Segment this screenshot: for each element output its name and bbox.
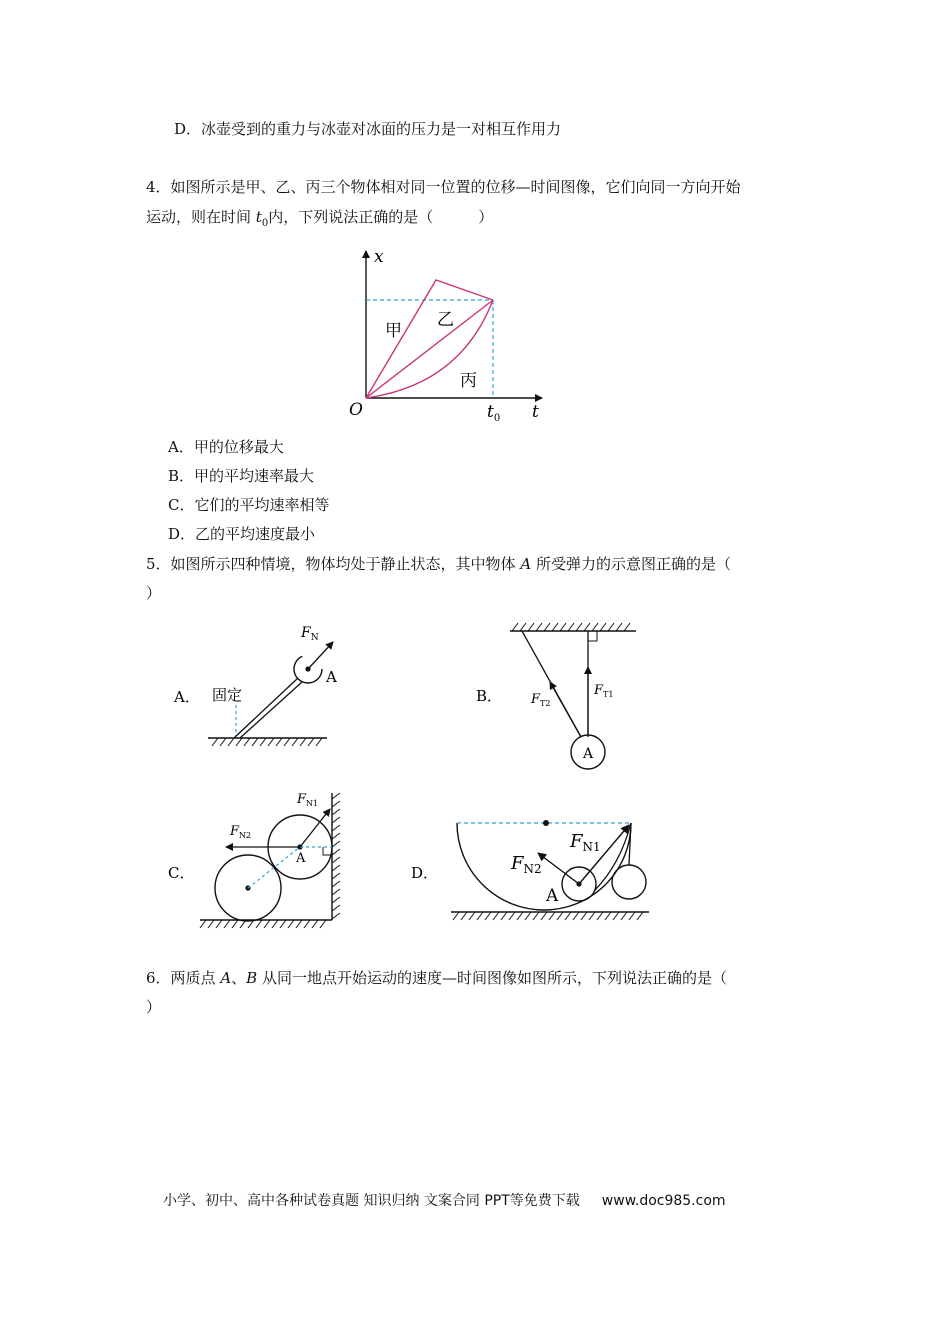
q4-stem-text: 运动，则在时间 <box>146 208 256 226</box>
q5d-option-label: D． <box>411 864 439 882</box>
q4-stem-line2 <box>146 206 493 235</box>
q5c-object-label: A <box>296 851 306 866</box>
q5-var-a: A <box>520 555 532 573</box>
q5b-force-t2-sub: T2 <box>540 699 551 708</box>
q4-xt-graph <box>340 245 560 430</box>
q5a-ground-hatch <box>212 738 322 746</box>
q5a-fixed-label: 固定 <box>212 686 243 704</box>
q4-axis-t-label: t <box>532 402 539 422</box>
q4-t0-label <box>487 402 500 424</box>
q5b-ceiling-hatch <box>512 623 630 631</box>
q5d-object-label: A <box>546 886 559 906</box>
q4-t-var: t <box>255 208 262 226</box>
q4-option-a[interactable]: A．甲的位移最大 <box>168 438 284 456</box>
footer-site-link[interactable]: www.doc985.com <box>601 1193 726 1209</box>
q5c-force-n2-sub: N2 <box>239 831 252 840</box>
q5a-force-label <box>300 625 319 643</box>
q4-t0-main: t <box>487 402 494 422</box>
q5d-force-n1-label <box>569 831 601 854</box>
q5d-force-n2-sub: N2 <box>523 862 542 876</box>
q4-label-jia: 甲 <box>385 321 402 341</box>
q5d-ball-hanging <box>612 865 646 899</box>
q4-option-b[interactable]: B．甲的平均速率最大 <box>168 467 315 485</box>
q5-figure-a <box>170 615 340 755</box>
q4-origin-label: O <box>349 400 363 420</box>
q6-stem-line1 <box>146 967 727 989</box>
q4-option-d[interactable]: D．乙的平均速度最小 <box>168 525 316 543</box>
q5c-force-n1-sub: N1 <box>306 799 319 808</box>
q6-var-b: B <box>246 969 258 987</box>
q6-separator: 、 <box>231 969 247 987</box>
q5-stem-text-after: 所受弹力的示意图正确的是（ <box>531 555 731 573</box>
q4-axis-x-label: x <box>374 247 384 267</box>
q5c-force-n2-main: F <box>230 824 240 839</box>
q5-stem-line1 <box>146 553 731 575</box>
q5a-option-label: A． <box>174 688 200 706</box>
q5d-force-n1 <box>579 825 629 884</box>
q5a-rod-1 <box>234 678 298 738</box>
q5b-force-t1-label <box>593 683 613 699</box>
q5d-bowl <box>457 823 631 910</box>
q5-figure-b <box>470 615 645 780</box>
q5a-force-arrow <box>308 642 333 669</box>
q5c-force-n2-label <box>229 824 251 840</box>
q5-stem-line2: ） <box>146 584 162 602</box>
q5-figure-d <box>405 805 660 935</box>
q5a-force-sub: N <box>310 633 319 643</box>
q5d-force-n2-label <box>510 853 542 876</box>
q5-stem-text: 5．如图所示四种情境，物体均处于静止状态，其中物体 <box>146 555 521 573</box>
q5a-rod-2 <box>240 682 302 738</box>
q5b-force-t2-main: F <box>531 692 541 707</box>
q5d-force-n1-sub: N1 <box>582 840 601 854</box>
q5d-bowl-center <box>543 820 549 826</box>
q6-var-a: A <box>220 969 232 987</box>
q5a-object-label: A <box>326 668 337 686</box>
q6-stem-text-after: 从同一地点开始运动的速度—时间图像如图所示，下列说法正确的是（ <box>257 969 727 987</box>
q5a-force-main: F <box>301 625 311 641</box>
q5b-right-angle <box>588 631 597 641</box>
q5d-force-n1-main: F <box>570 831 583 852</box>
q5c-option-label: C． <box>168 864 195 882</box>
q5d-force-n2-main: F <box>511 853 524 874</box>
q4-t-sub: 0 <box>261 218 269 229</box>
q5c-wall-hatch <box>332 793 340 919</box>
q5b-force-t1-main: F <box>594 683 604 698</box>
q5c-floor-hatch <box>200 920 326 928</box>
q4-option-c[interactable]: C．它们的平均速率相等 <box>168 496 330 514</box>
q5c-force-n1-main: F <box>297 792 307 807</box>
q5b-object-label: A <box>583 746 594 762</box>
q5b-force-t2 <box>550 682 581 737</box>
q5d-floor-hatch <box>453 912 643 920</box>
q5c-force-n1-label <box>296 792 318 808</box>
q5b-force-t2-label <box>530 692 550 708</box>
q5b-force-t1-sub: T1 <box>603 690 614 699</box>
q5-figure-c <box>160 785 360 935</box>
q6-stem-text: 6．两质点 <box>146 969 221 987</box>
q4-label-bing: 丙 <box>460 371 477 391</box>
q4-t0-sub: 0 <box>493 413 501 424</box>
footer-text: 小学、初中、高中各种试卷真题 知识归纳 文案合同 PPT等免费下载 <box>163 1193 580 1209</box>
q3-option-d: D．冰壶受到的重力与冰壶对冰面的压力是一对相互作用力 <box>174 120 562 138</box>
q6-stem-line2: ） <box>146 998 162 1016</box>
q5b-option-label: B． <box>476 687 503 705</box>
q4-stem-line1: 4．如图所示是甲、乙、丙三个物体相对同一位置的位移—时间图像，它们向同一方向开始 <box>146 178 741 196</box>
page-footer <box>163 1190 726 1210</box>
q4-stem-text-after: 内，下列说法正确的是（ ） <box>268 208 494 226</box>
q4-label-yi: 乙 <box>437 310 454 330</box>
